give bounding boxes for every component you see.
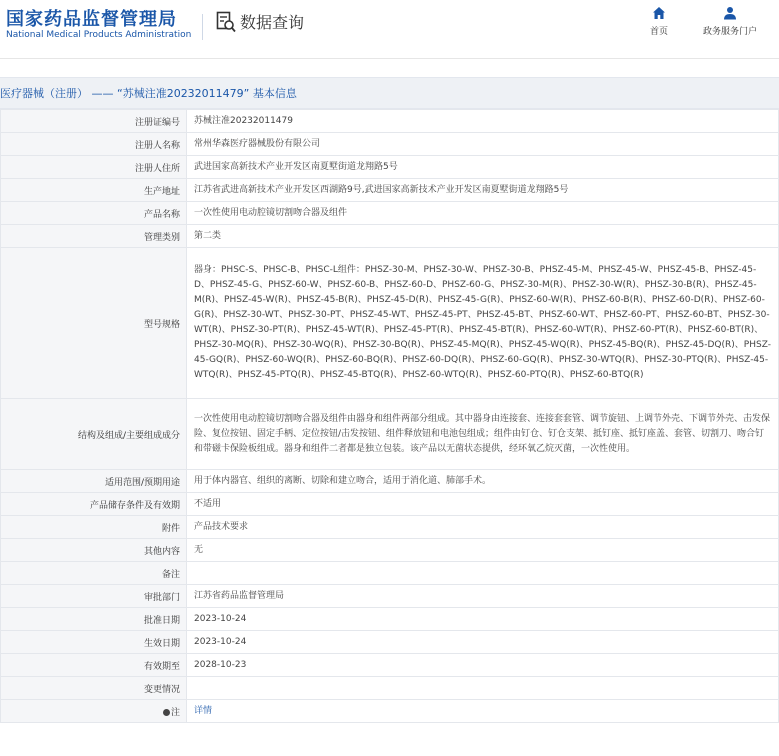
table-row <box>1 156 779 179</box>
row-value: 产品技术要求 <box>187 516 779 539</box>
row-label: 批准日期 <box>1 608 187 631</box>
table-row <box>1 585 779 608</box>
table-row <box>1 110 779 133</box>
row-label: 产品储存条件及有效期 <box>1 493 187 516</box>
row-value: 一次性使用电动腔镜切割吻合器及组件由器身和组件两部分组成。其中器身由连接套、连接套套管、调节旋钮、上调节外壳、下调节外壳、击发保险、复位按钮、固定手柄、定位按钮/击发按钮、组件释放钮和电池包组成；组件由钉仓、钉仓支架、抵钉座、抵钉座盖、套管、切割刀、吻合钉和带磁卡保险板组成。器身和组件二者都是独立包装。该产品以无菌状态提供，经环氧乙烷灭菌，一次性使用。 <box>187 399 779 470</box>
row-label: 其他内容 <box>1 539 187 562</box>
row-value: 苏械注准20232011479 <box>187 110 779 133</box>
row-value: 2028-10-23 <box>187 654 779 677</box>
row-label: 生效日期 <box>1 631 187 654</box>
row-label: 附件 <box>1 516 187 539</box>
table-row <box>1 179 779 202</box>
row-value: 一次性使用电动腔镜切割吻合器及组件 <box>187 202 779 225</box>
row-value: 常州华森医疗器械股份有限公司 <box>187 133 779 156</box>
row-value: 2023-10-24 <box>187 608 779 631</box>
table-row <box>1 677 779 700</box>
table-row <box>1 654 779 677</box>
table-row <box>1 631 779 654</box>
registration-info-table <box>0 109 779 723</box>
logo-subtitle: National Medical Products Administration <box>6 30 192 40</box>
header-divider <box>202 14 203 40</box>
row-value: 江苏省药品监督管理局 <box>187 585 779 608</box>
breadcrumb <box>0 77 779 109</box>
row-label: 注册证编号 <box>1 110 187 133</box>
nav-service-portal[interactable] <box>703 6 757 37</box>
table-row <box>1 225 779 248</box>
row-value: 武进国家高新技术产业开发区南夏墅街道龙翔路5号 <box>187 156 779 179</box>
row-value <box>187 677 779 700</box>
row-label: 产品名称 <box>1 202 187 225</box>
table-row <box>1 516 779 539</box>
row-label: 型号规格 <box>1 248 187 399</box>
table-row <box>1 608 779 631</box>
table-row <box>1 562 779 585</box>
data-query-label: 数据查询 <box>240 13 305 32</box>
nav-service-portal-label: 政务服务门户 <box>703 27 758 37</box>
row-value: 无 <box>187 539 779 562</box>
row-value: 江苏省武进高新技术产业开发区西湖路9号,武进国家高新技术产业开发区南夏墅街道龙翔路5号 <box>187 179 779 202</box>
row-label: 生产地址 <box>1 179 187 202</box>
row-value: 器身：PHSC-S、PHSC-B、PHSC-L组件：PHSZ-30-M、PHSZ-30-W、PHSZ-30-B、PHSZ-45-M、PHSZ-45-W、PHSZ-45-B、PHSZ-45-D、PHSZ-45-G、PHSZ-60-W、PHSZ-60-B、PHSZ-60-D、PHSZ-60-G、PHSZ-30-M(R)、PHSZ-30-W(R)、PHSZ-30-B(R)、PHSZ-45-M(R)、PHSZ-45-W(R)、PHSZ-45-B(R)、PHSZ-45-D(R)、PHSZ-45-G(R)、PHSZ-60-W(R)、PHSZ-60-B(R)、PHSZ-60-D(R)、PHSZ-60-G(R)、PHSZ-30-WT、PHSZ-30-PT、PHSZ-45-WT、PHSZ-45-PT、PHSZ-45-BT、PHSZ-60-WT、PHSZ-60-PT、PHSZ-60-BT、PHSZ-30-WT(R)、PHSZ-30-PT(R)、PHSZ-45-WT(R)、PHSZ-45-PT(R)、PHSZ-45-BT(R)、PHSZ-60-WT(R)、PHSZ-60-PT(R)、PHSZ-60-BT(R)、PHSZ-30-MQ(R)、PHSZ-30-WQ(R)、PHSZ-30-BQ(R)、PHSZ-45-MQ(R)、PHSZ-45-WQ(R)、PHSZ-45-BQ(R)、PHSZ-45-DQ(R)、PHSZ-45-GQ(R)、PHSZ-60-WQ(R)、PHSZ-60-BQ(R)、PHSZ-60-DQ(R)、PHSZ-60-GQ(R)、PHSZ-30-WTQ(R)、PHSZ-30-PTQ(R)、PHSZ-45-WTQ(R)、PHSZ-45-PTQ(R)、PHSZ-45-BTQ(R)、PHSZ-60-WTQ(R)、PHSZ-60-PTQ(R)、PHSZ-60-BTQ(R) <box>187 248 779 399</box>
table-row <box>1 539 779 562</box>
table-row <box>1 493 779 516</box>
note-icon <box>163 709 170 716</box>
row-label: 管理类别 <box>1 225 187 248</box>
table-row <box>1 470 779 493</box>
header-spacer <box>0 59 779 77</box>
table-row <box>1 399 779 470</box>
row-value: 不适用 <box>187 493 779 516</box>
logo-title[interactable]: 国家药品监督管理局 <box>6 9 177 30</box>
site-header <box>0 0 779 59</box>
table-row <box>1 248 779 399</box>
data-query-icon <box>216 11 236 33</box>
data-query-link[interactable] <box>216 10 304 33</box>
row-label: 注册人名称 <box>1 133 187 156</box>
note-row <box>1 700 779 723</box>
home-icon <box>652 6 666 20</box>
row-label: 有效期至 <box>1 654 187 677</box>
table-row <box>1 133 779 156</box>
row-value: 2023-10-24 <box>187 631 779 654</box>
note-value-cell <box>187 700 779 723</box>
row-label: 注册人住所 <box>1 156 187 179</box>
row-value: 第二类 <box>187 225 779 248</box>
row-value <box>187 562 779 585</box>
breadcrumb-text: 医疗器械（注册） —— “苏械注准20232011479” 基本信息 <box>0 87 297 100</box>
table-row <box>1 202 779 225</box>
row-label: 变更情况 <box>1 677 187 700</box>
nav-home-label: 首页 <box>650 27 669 37</box>
row-label: 结构及组成/主要组成成分 <box>1 399 187 470</box>
row-value: 用于体内器官、组织的离断、切除和建立吻合，适用于消化道、肺部手术。 <box>187 470 779 493</box>
row-label: 备注 <box>1 562 187 585</box>
user-icon <box>723 6 737 20</box>
row-label: 审批部门 <box>1 585 187 608</box>
note-label: 注 <box>170 707 180 718</box>
details-link[interactable]: 详情 <box>194 705 213 716</box>
nav-home[interactable] <box>650 6 668 37</box>
row-label: 适用范围/预期用途 <box>1 470 187 493</box>
note-label-cell <box>1 700 187 723</box>
